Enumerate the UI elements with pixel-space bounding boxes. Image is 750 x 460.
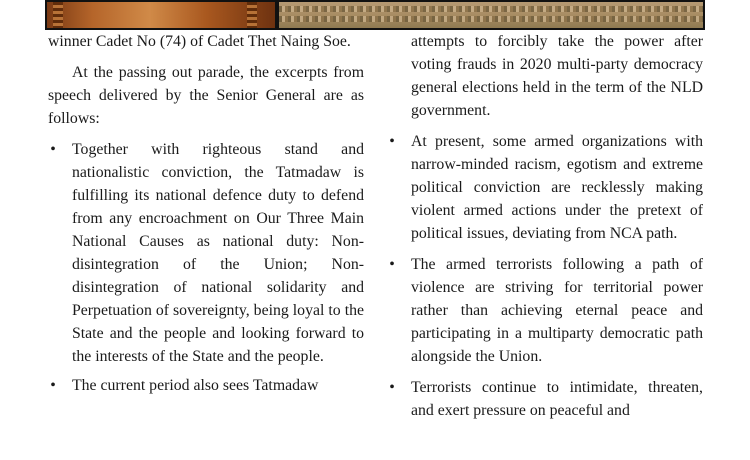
- list-item-text: The current period also sees Tatmadaw: [72, 377, 319, 394]
- bullet-marker: •: [389, 256, 395, 273]
- list-item: [387, 376, 703, 422]
- list-item: [387, 130, 703, 245]
- bullet-marker: •: [389, 133, 395, 150]
- carved-wood-photo: [47, 2, 275, 28]
- bullet-list: [387, 30, 703, 422]
- list-item: [48, 374, 364, 397]
- list-item-text: Together with righteous stand and nationalistic conviction, the Tatmadaw is fulfilling its national defence duty to defend from any encroachment on Our Three Main National Causes as national duty: Non-disintegration of the Union; Non-disintegration of national solidarity and Perpetuation of sovereignty, being loyal to the State and the people and looking forward to the interests of the State and the people.: [72, 141, 364, 365]
- list-item: [387, 253, 703, 368]
- bullet-list: [48, 138, 364, 397]
- bullet-marker: •: [50, 141, 56, 158]
- photo-strip: [45, 0, 705, 30]
- paragraph-continuation: winner Cadet No (74) of Cadet Thet Naing Soe.: [48, 33, 351, 50]
- parade-ground-photo: [279, 2, 703, 28]
- bullet-marker: •: [50, 377, 56, 394]
- list-item: [387, 30, 703, 122]
- list-item: [48, 138, 364, 368]
- list-item-text: At present, some armed organizations with narrow-minded racism, egotism and extreme political conviction are recklessly making violent armed actions under the pretext of political issues, deviating from NCA path.: [411, 133, 703, 242]
- list-item-text: Terrorists continue to intimidate, threaten, and exert pressure on peaceful and: [411, 379, 703, 419]
- bullet-marker: •: [389, 379, 395, 396]
- left-column: [48, 30, 364, 397]
- list-item-text: The armed terrorists following a path of violence are striving for territorial power rather than achieving eternal peace and participating in a multiparty democratic path alongside the Union.: [411, 256, 703, 365]
- right-column: [387, 30, 703, 422]
- paragraph-intro: At the passing out parade, the excerpts from speech delivered by the Senior General are as follows:: [48, 64, 364, 127]
- list-item-text: attempts to forcibly take the power after voting frauds in 2020 multi-party democracy general elections held in the term of the NLD government.: [411, 33, 703, 119]
